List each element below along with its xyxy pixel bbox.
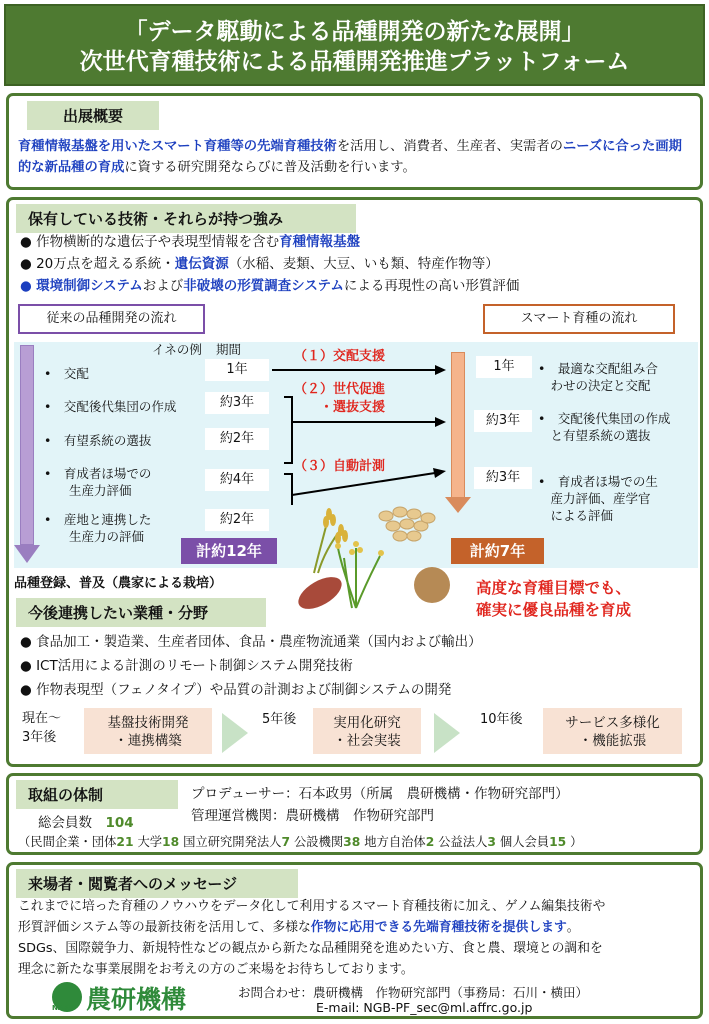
conventional-flow-title: 従来の品種開発の流れ xyxy=(18,304,205,334)
potato-icon xyxy=(410,563,454,607)
overview-plain-2: に資する研究開発ならびに普及活動を行います。 xyxy=(124,160,416,175)
message-text xyxy=(18,896,702,980)
tech-bullets xyxy=(20,231,700,297)
message-label: 来場者・閲覧者へのメッセージ xyxy=(16,869,298,898)
naro-logo-sub: NARO xyxy=(52,1004,75,1012)
conv-period-5: 約2年 xyxy=(205,509,269,531)
tech-bullet-2: ● 20万点を超える系統・遺伝資源（水稲、麦類、大豆、いも類、特産作物等） xyxy=(20,256,499,272)
smart-step-3: • 育成者ほ場での生 産力評価、産学官 による評価 xyxy=(538,474,658,523)
smart-arrow-shaft xyxy=(451,352,465,498)
rice-example-label: イネの例 xyxy=(152,342,202,357)
message-line-3: SDGs、国際競争力、新規特性などの観点から新たな品種開発を進めたい方、食と農、環境との調和を xyxy=(18,941,603,956)
timeline-step-2: 実用化研究 ・社会実装 xyxy=(313,708,421,754)
smart-step-2: • 交配後代集団の作成 と有望系統の選抜 xyxy=(538,411,671,443)
future-label: 今後連携したい業種・分野 xyxy=(16,598,266,627)
conv-step-4: • 育成者ほ場での 生産力評価 xyxy=(44,466,152,498)
org-label: 取組の体制 xyxy=(16,780,178,809)
smart-total: 計約7年 xyxy=(451,538,544,564)
contact-text: お問合わせ：農研機構 作物研究部門（事務局：石川・横田） xyxy=(238,985,589,1000)
conventional-arrow-shaft xyxy=(20,345,34,545)
message-line-1: これまでに培った育種のノウハウをデータ化して利用するスマート育種技術に加え、ゲノム編集技術や xyxy=(18,899,606,914)
title-line1: 「データ駆動による品種開発の新たな展開」 xyxy=(124,19,585,45)
tech-bullet-1: ● 作物横断的な遺伝子や表現型情報を含む育種情報基盤 xyxy=(20,234,361,250)
org-producer: プロデューサー：石本政男（所属 農研機構・作物研究部門） xyxy=(191,786,569,802)
message-line-2: 形質評価システム等の最新技術を活用して、多様な作物に応用できる先端育種技術を提供します。 xyxy=(18,920,580,935)
contact-email[interactable]: E-mail: NGB-PF_sec@ml.affrc.go.jp xyxy=(316,1000,533,1015)
overview-text xyxy=(18,136,694,178)
registration-text: 品種登録、普及（農家による栽培） xyxy=(14,576,223,591)
smart-step-1: • 最適な交配組み合 わせの決定と交配 xyxy=(538,361,658,393)
timeline-10y: 10年後 xyxy=(480,712,523,727)
conv-step-2: • 交配後代集団の作成 xyxy=(44,399,177,414)
message-line-4: 理念に新たな事業展開をお考えの方のご来場をお待ちしております。 xyxy=(18,962,414,977)
org-breakdown: （民間企業・団体21 大学18 国立研究開発法人7 公設機関38 地方自治体2 公益法人3 個人会員15 ） xyxy=(18,835,583,849)
org-members: 総会員数 104 xyxy=(38,815,134,831)
conv-step-3: • 有望系統の選抜 xyxy=(44,433,152,448)
timeline-chevron-1 xyxy=(222,713,248,753)
conventional-total: 計約12年 xyxy=(181,538,277,564)
tech-bullet-3: ● 環境制御システムおよび非破壊の形質調査システムによる再現性の高い形質評価 xyxy=(20,278,520,294)
arrow-label-2: （２）世代促進 ・選抜支援 xyxy=(294,382,386,415)
conv-step-1: • 交配 xyxy=(44,366,89,381)
smart-period-1: 1年 xyxy=(476,356,532,378)
title-line2: 次世代育種技術による品種開発推進プラットフォーム xyxy=(79,49,630,75)
smart-period-3: 約3年 xyxy=(474,467,532,489)
timeline-chevron-2 xyxy=(434,713,460,753)
support-arrows xyxy=(270,355,450,505)
sweet-potato-icon xyxy=(290,570,360,620)
timeline-now: 現在～ 3年後 xyxy=(22,711,62,745)
overview-plain-1: を活用し、消費者、生産者、実需者の xyxy=(336,139,563,154)
arrow-label-3: （３）自動計測 xyxy=(294,459,386,474)
conv-period-2: 約3年 xyxy=(205,392,269,414)
conv-step-5: • 産地と連携した 生産力の評価 xyxy=(44,512,152,544)
future-bullets xyxy=(20,630,700,702)
conv-period-1: 1年 xyxy=(205,359,269,381)
future-bullet-3: ● 作物表現型（フェノタイプ）や品質の計測および制御システムの開発 xyxy=(20,682,452,698)
overview-blue-1: 育種情報基盤を用いたスマート育種等の先端育種技術 xyxy=(18,139,337,154)
org-manager: 管理運営機関：農研機構 作物研究部門 xyxy=(191,808,434,824)
conv-period-4: 約4年 xyxy=(205,469,269,491)
timeline-step-3: サービス多様化 ・機能拡張 xyxy=(543,708,682,754)
page-title xyxy=(4,4,705,86)
timeline-5y: 5年後 xyxy=(262,712,297,727)
conv-period-3: 約2年 xyxy=(205,428,269,450)
overview-label: 出展概要 xyxy=(27,101,159,130)
smart-flow-title: スマート育種の流れ xyxy=(483,304,675,334)
period-header: 期間 xyxy=(216,342,242,357)
tech-label: 保有している技術・それらが持つ強み xyxy=(16,204,356,233)
future-bullet-2: ● ICT活用による計測のリモート制御システム開発技術 xyxy=(20,658,353,674)
arrow-label-1: （１）交配支援 xyxy=(294,349,386,364)
slogan: 高度な育種目標でも、 確実に優良品種を育成 xyxy=(476,579,632,619)
conventional-arrow-head xyxy=(14,545,40,563)
smart-period-2: 約3年 xyxy=(474,410,532,432)
timeline-step-1: 基盤技術開発 ・連携構築 xyxy=(84,708,212,754)
naro-logo: 農研機構 xyxy=(86,985,187,1014)
future-bullet-1: ● 食品加工・製造業、生産者団体、食品・農産物流通業（国内および輸出） xyxy=(20,634,482,650)
overview-blue-2: ニーズに合った画期的な新品種の育成 xyxy=(18,139,682,175)
